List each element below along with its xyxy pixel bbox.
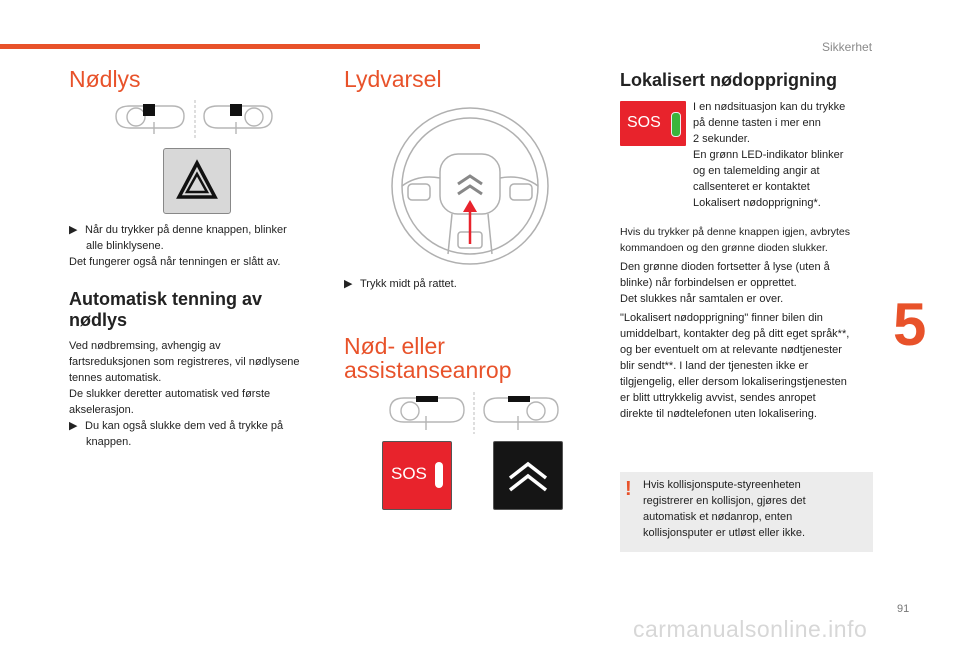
service-line: tilgjengelig, eller dersom lokaliseringstjenesten xyxy=(620,376,847,388)
emergency-call-title-line1: Nød- eller xyxy=(344,333,445,359)
led-paragraph xyxy=(620,259,880,307)
auto-hazard-line: tennes automatisk. xyxy=(69,372,162,384)
sos-label-small: SOS xyxy=(627,114,661,131)
overhead-console-diagram xyxy=(386,390,562,434)
sos-button-small[interactable] xyxy=(620,101,686,146)
intro-line: callsenteret er kontaktet xyxy=(693,181,810,193)
auto-hazard-bullet-cont: knappen. xyxy=(86,436,132,448)
localized-intro xyxy=(693,99,873,211)
hazard-instructions: ▶ Når du trykker på denne knappen, blinker alle blinklysene. Det fungerer også når tenningen er slått av. xyxy=(69,222,319,270)
citroen-chevron-icon xyxy=(494,442,562,509)
auto-hazard-line: akselerasjon. xyxy=(69,404,134,416)
warning-icon: ! xyxy=(625,478,632,500)
sos-green-led xyxy=(671,112,681,137)
assistance-button[interactable] xyxy=(493,441,563,510)
warning-line: Hvis kollisjonspute-styreenheten xyxy=(643,479,801,491)
auto-hazard-line: Ved nødbremsing, avhengig av xyxy=(69,340,221,352)
section-label: Sikkerhet xyxy=(822,40,873,54)
led-line: blinke) når forbindelsen er opprettet. xyxy=(620,277,797,289)
intro-line: I en nødsituasjon kan du trykke xyxy=(693,101,846,113)
auto-hazard-body: Ved nødbremsing, avhengig av fartsreduksjonen som registreres, vil nødlysene tennes automatisk. De slukker deretter automatisk ved første akselerasjon. ▶ Du kan også slukke dem ved å trykke på knappen. xyxy=(69,338,329,450)
warning-line: kollisjonsputer er utløst eller ikke. xyxy=(643,527,806,539)
service-line: og ber eventuelt om at relevante nødtjenester xyxy=(620,344,842,356)
intro-line: og en talemelding angir at xyxy=(693,165,820,177)
hazard-triangle-icon xyxy=(164,149,230,213)
hazard-bullet-text: Når du trykker på denne knappen, blinker xyxy=(85,224,287,236)
intro-line: En grønn LED-indikator blinker xyxy=(693,149,844,161)
page-number: 91 xyxy=(897,603,910,615)
hazard-lights-title: Nødlys xyxy=(69,66,141,92)
steering-wheel-diagram xyxy=(388,104,552,268)
warning-line: automatisk et nødanrop, enten xyxy=(643,511,793,523)
emergency-call-title xyxy=(344,334,512,382)
auto-hazard-title-line2: nødlys xyxy=(69,310,128,330)
horn-title: Lydvarsel xyxy=(344,66,442,92)
top-accent-bar xyxy=(0,44,480,49)
cancel-line: Hvis du trykker på denne knappen igjen, avbrytes xyxy=(620,226,850,238)
auto-hazard-bullet: Du kan også slukke dem ved å trykke på xyxy=(85,420,284,432)
service-line: blir sendt**. I land der tjenesten ikke er xyxy=(620,360,809,372)
sos-label: SOS xyxy=(391,464,427,483)
auto-hazard-line: De slukker deretter automatisk ved første xyxy=(69,388,271,400)
service-line: "Lokalisert nødopprigning" finner bilen din xyxy=(620,312,823,324)
hazard-button[interactable] xyxy=(163,148,231,214)
watermark: carmanualsonline.info xyxy=(633,616,868,642)
hazard-ignition-note: Det fungerer også når tenningen er slått av. xyxy=(69,256,281,268)
intro-line: på denne tasten i mer enn xyxy=(693,117,821,129)
auto-hazard-line: fartsreduksjonen som registreres, vil nødlysene xyxy=(69,356,300,368)
service-line: er blitt uttrykkelig avvist, sendes anropet xyxy=(620,392,816,404)
warning-line: registrerer en kollisjon, gjøres det xyxy=(643,495,806,507)
hazard-bullet-text-cont: alle blinklysene. xyxy=(86,240,164,252)
auto-hazard-title-line1: Automatisk tenning av xyxy=(69,289,263,309)
intro-line: Lokalisert nødopprigning*. xyxy=(693,197,821,209)
sos-button[interactable] xyxy=(382,441,452,510)
dashboard-diagram-hazard xyxy=(112,98,278,138)
cancel-line: kommandoen og den grønne dioden slukker. xyxy=(620,242,828,254)
horn-bullet-text: Trykk midt på rattet. xyxy=(360,278,457,290)
localized-emergency-title: Lokalisert nødopprigning xyxy=(620,70,837,90)
cancel-paragraph xyxy=(620,224,880,256)
emergency-call-title-line2: assistanseanrop xyxy=(344,357,512,383)
service-paragraph xyxy=(620,310,885,422)
chapter-number: 5 xyxy=(893,291,927,358)
led-line: Den grønne dioden fortsetter å lyse (uten å xyxy=(620,261,830,273)
intro-line: 2 sekunder. xyxy=(693,133,750,145)
auto-hazard-title xyxy=(69,289,262,331)
airbag-warning-text xyxy=(643,477,868,541)
sos-led-indicator xyxy=(435,462,443,488)
horn-instruction: ▶ Trykk midt på rattet. xyxy=(344,278,457,290)
led-line: Det slukkes når samtalen er over. xyxy=(620,293,784,305)
service-line: direkte til nødtelefonen uten lokalisering. xyxy=(620,408,817,420)
service-line: umiddelbart, kontakter deg på ditt eget språk**, xyxy=(620,328,850,340)
